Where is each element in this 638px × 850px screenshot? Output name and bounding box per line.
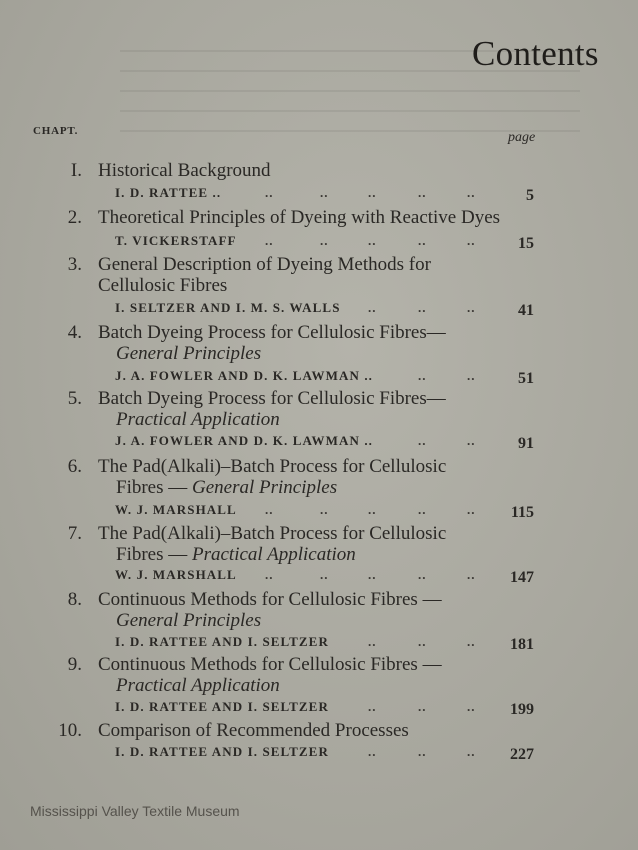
chapter-title-line-1: Continuous Methods for Cellulosic Fibres — (98, 589, 442, 610)
chapter-subtitle: Practical Application (116, 409, 280, 430)
chapter-number: 7. (67, 523, 82, 544)
leader-dots: .. (265, 567, 274, 582)
leader-dots: .. (368, 567, 377, 582)
leader-dots: .. (467, 368, 476, 383)
leader-dots: .. (320, 502, 329, 517)
leader-dots: .. (418, 699, 427, 714)
leader-dots: .. (265, 502, 274, 517)
leader-dots: .. (418, 744, 427, 759)
page-number: 41 (518, 302, 534, 319)
chapter-number: 9. (67, 654, 82, 675)
chapter-author: J. A. FOWLER AND D. K. LAWMAN .. (115, 433, 374, 448)
leader-dots: .. (320, 567, 329, 582)
leader-dots: .. (418, 502, 427, 517)
chapter-subtitle: General Principles (116, 610, 262, 631)
chapter-number: 3. (67, 254, 82, 275)
leader-dots: .. (368, 502, 377, 517)
chapter-author: I. D. RATTEE AND I. SELTZER (115, 744, 329, 759)
leader-dots: .. (368, 744, 377, 759)
leader-dots: .. (320, 185, 329, 200)
chapter-number: 2. (67, 207, 82, 228)
leader-dots: .. (467, 185, 476, 200)
leader-dots: .. (467, 567, 476, 582)
leader-dots: .. (368, 699, 377, 714)
chapter-number: 8. (67, 589, 82, 610)
chapter-title-line-2: Fibres — Practical Application (116, 544, 356, 565)
leader-dots: .. (418, 233, 427, 248)
chapter-title-line-2: Cellulosic Fibres (98, 275, 228, 296)
leader-dots: .. (467, 502, 476, 517)
leader-dots: .. (418, 185, 427, 200)
leader-dots: .. (418, 300, 427, 315)
chapter-title-line-1: General Description of Dyeing Methods for (98, 254, 431, 275)
leader-dots: .. (368, 185, 377, 200)
leader-dots: .. (368, 300, 377, 315)
chapter-title-line-1: Batch Dyeing Process for Cellulosic Fibres— (98, 388, 446, 409)
page-number: 199 (510, 701, 534, 718)
chapter-title: Historical Background (98, 160, 271, 181)
page-number: 5 (526, 187, 534, 204)
page-number: 181 (510, 636, 534, 653)
page-number: 15 (518, 235, 534, 252)
leader-dots: .. (418, 567, 427, 582)
page-number: 51 (518, 370, 534, 387)
page-title: Contents (472, 34, 599, 73)
chapter-author: J. A. FOWLER AND D. K. LAWMAN .. (115, 368, 374, 383)
chapter-number: 5. (67, 388, 82, 409)
leader-dots: .. (418, 634, 427, 649)
chapter-number: 4. (67, 322, 82, 343)
page-number: 91 (518, 435, 534, 452)
leader-dots: .. (418, 368, 427, 383)
chapter-author: I. D. RATTEE .. (115, 185, 222, 200)
museum-watermark: Mississippi Valley Textile Museum (30, 803, 240, 819)
leader-dots: .. (467, 233, 476, 248)
chapter-title-line-1: The Pad(Alkali)–Batch Process for Cellulosic (98, 523, 447, 544)
leader-dots: .. (320, 233, 329, 248)
chapter-author: I. SELTZER AND I. M. S. WALLS (115, 300, 341, 315)
chapter-author: I. D. RATTEE AND I. SELTZER (115, 634, 329, 649)
chapter-title: Theoretical Principles of Dyeing with Reactive Dyes (98, 207, 501, 228)
leader-dots: .. (467, 744, 476, 759)
leader-dots: .. (368, 634, 377, 649)
chapter-author: W. J. MARSHALL (115, 567, 237, 582)
chapter-title: Comparison of Recommended Processes (98, 720, 409, 741)
chapter-title-line-2: Fibres — General Principles (116, 477, 338, 498)
leader-dots: .. (265, 233, 274, 248)
chapter-title-line-1: The Pad(Alkali)–Batch Process for Cellulosic (98, 456, 447, 477)
chapter-author: T. VICKERSTAFF (115, 233, 237, 248)
page-number: 115 (510, 504, 534, 521)
chapter-author: W. J. MARSHALL (115, 502, 237, 517)
chapter-author: I. D. RATTEE AND I. SELTZER (115, 699, 329, 714)
page-column-header: page (508, 130, 536, 145)
chapter-number: 6. (67, 456, 82, 477)
leader-dots: .. (265, 185, 274, 200)
chapter-subtitle: Practical Application (116, 675, 280, 696)
chapter-title-line-1: Batch Dyeing Process for Cellulosic Fibres— (98, 322, 446, 343)
leader-dots: .. (467, 300, 476, 315)
chapter-title-line-1: Continuous Methods for Cellulosic Fibres — (98, 654, 442, 675)
leader-dots: .. (467, 699, 476, 714)
leader-dots: .. (467, 433, 476, 448)
chapter-subtitle: General Principles (116, 343, 262, 364)
chapter-column-header: CHAPT. (33, 125, 79, 137)
chapter-number: 10. (58, 720, 82, 741)
page-number: 227 (510, 746, 534, 763)
leader-dots: .. (418, 433, 427, 448)
leader-dots: .. (467, 634, 476, 649)
page-number: 147 (510, 569, 534, 586)
chapter-number: I. (70, 160, 82, 181)
leader-dots: .. (368, 233, 377, 248)
